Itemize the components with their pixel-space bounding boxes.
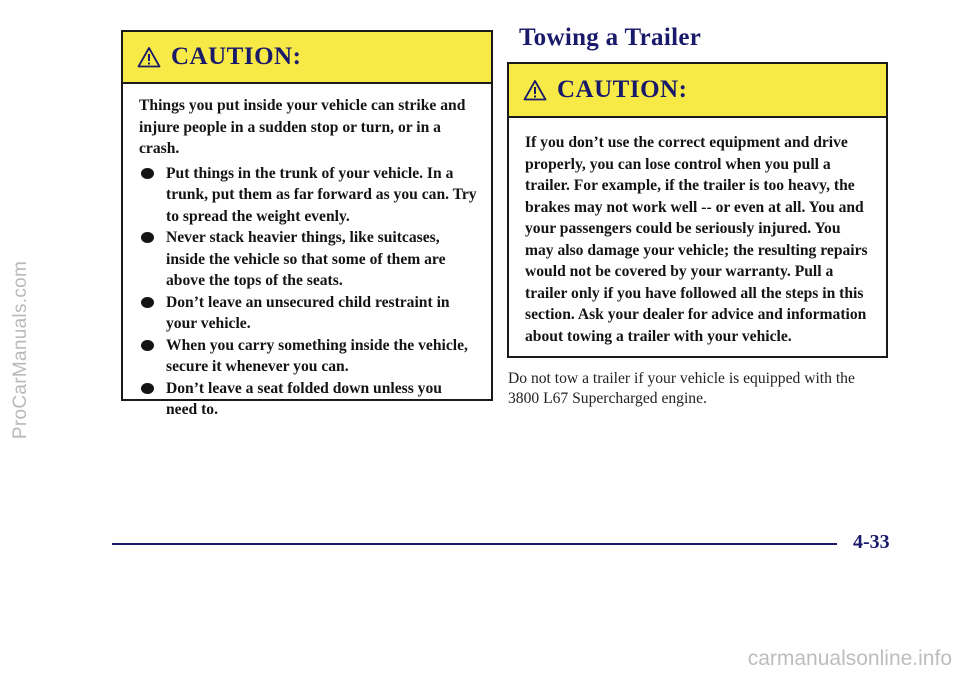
list-item [139, 227, 477, 292]
bullet-text: Don’t leave a seat folded down unless you need to. [166, 379, 442, 418]
bullet-icon [141, 168, 154, 179]
bullet-icon [141, 297, 154, 308]
caution-header [509, 64, 886, 118]
warning-triangle-icon [523, 79, 547, 101]
caution-body [123, 84, 491, 421]
towing-note: Do not tow a trailer if your vehicle is equipped with the 3800 L67 Supercharged engine. [508, 370, 855, 407]
cargo-caution-box [121, 30, 493, 418]
bottom-watermark: carmanualsonline.info [747, 647, 952, 670]
list-item [139, 292, 477, 335]
side-watermark [6, 140, 36, 560]
page-number: 4-33 [853, 531, 890, 553]
section-title: Towing a Trailer [519, 24, 702, 51]
bullet-text: Put things in the trunk of your vehicle. In a trunk, put them as far forward as you can. Try to spread the weight evenly. [166, 164, 477, 225]
footer-divider [112, 543, 837, 545]
list-item [139, 378, 477, 421]
list-item [139, 163, 477, 228]
bullet-text: Don’t leave an unsecured child restraint in your vehicle. [166, 293, 450, 332]
caution-intro: Things you put inside your vehicle can strike and injure people in a sudden stop or turn, or in a crash. [139, 97, 466, 157]
warning-triangle-icon [137, 46, 161, 68]
bullet-text: When you carry something inside the vehicle, secure it whenever you can. [166, 336, 468, 375]
caution-heading: CAUTION: [557, 76, 688, 103]
bullet-icon [141, 383, 154, 394]
list-item [139, 335, 477, 378]
caution-body: If you don’t use the correct equipment and drive properly, you can lose control when you pull a trailer. For example, if the trailer is too heavy, the brakes may not work well -- or even at all. You and your passengers could be seriously injured. You may also damage your vehicle; the resulting repairs would not be covered by your warranty. Pull a trailer only if you have followed all the steps in this section. Ask your dealer for advice and information about towing a trailer with your vehicle. [525, 134, 868, 345]
caution-bullet-list [139, 163, 477, 421]
towing-caution-box [507, 62, 888, 358]
bullet-text: Never stack heavier things, like suitcases, inside the vehicle so that some of them are above the tops of the seats. [166, 229, 446, 289]
caution-heading: CAUTION: [171, 43, 302, 70]
side-watermark-text: ProCarManuals.com [10, 260, 31, 440]
caution-header [123, 32, 491, 84]
bullet-icon [141, 232, 154, 243]
bullet-icon [141, 340, 154, 351]
